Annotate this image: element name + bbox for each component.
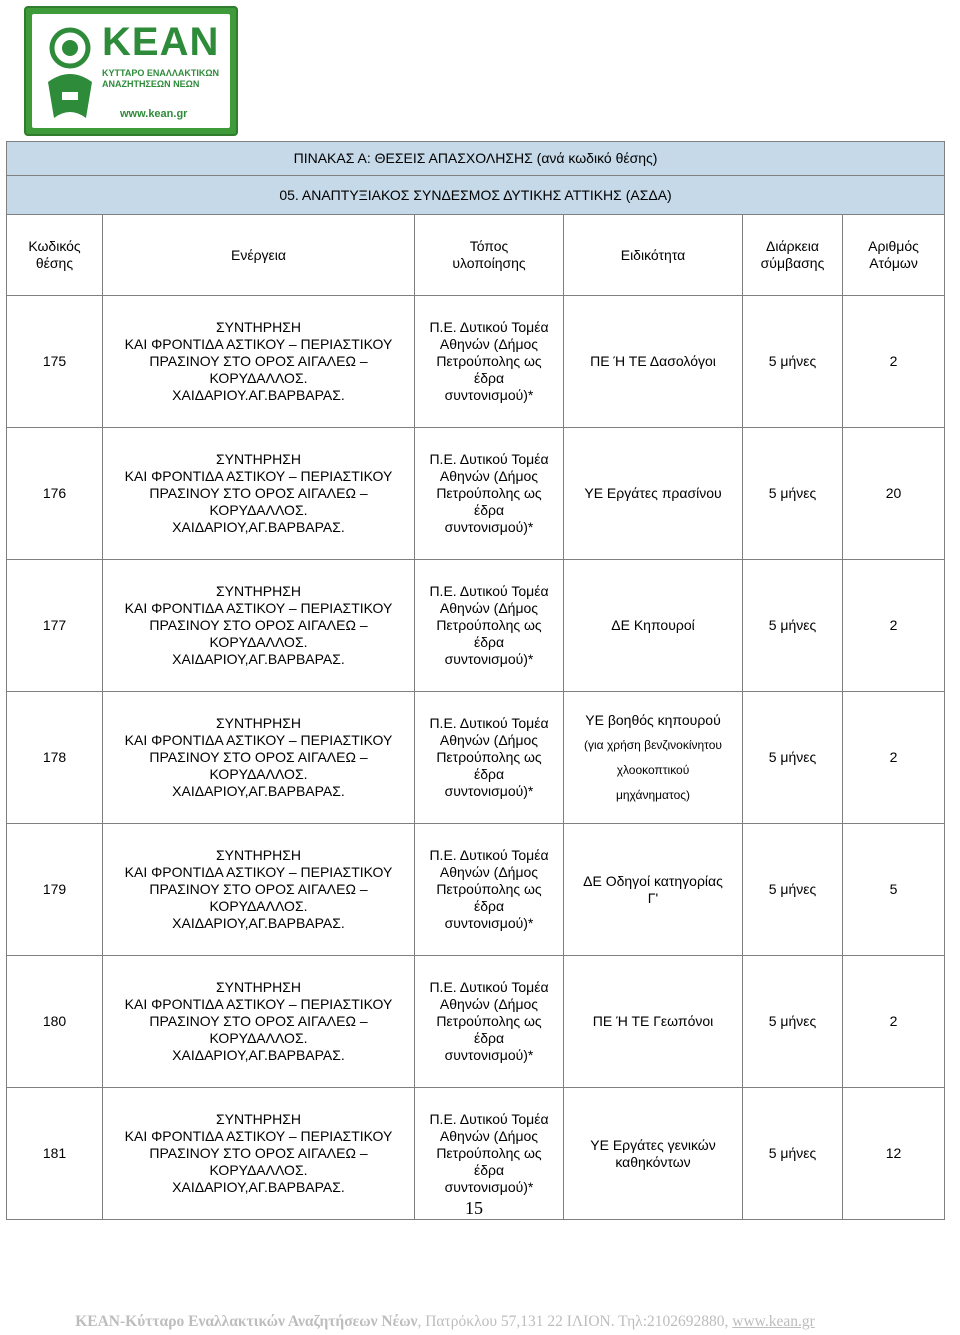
- cell-line: μηχάνηματος): [615, 788, 691, 802]
- table-title: ΠΙΝΑΚΑΣ Α: ΘΕΣΕΙΣ ΑΠΑΣΧΟΛΗΣΗΣ (ανά κωδικό θέσης): [7, 142, 945, 176]
- cell-line: ΠΕ Ή ΤΕ Δασολόγοι: [590, 353, 716, 369]
- cell-line: ΚΑΙ ΦΡΟΝΤΙΔΑ ΑΣΤΙΚΟΥ – ΠΕΡΙΑΣΤΙΚΟΥ: [124, 864, 393, 880]
- cell-line: ΠΡΑΣΙΝΟΥ ΣΤΟ ΟΡΟΣ ΑΙΓΑΛΕΩ –: [149, 617, 368, 633]
- cell-line: Πετρούπολης ως: [436, 749, 542, 765]
- cell-line: ΥΕ Εργάτες γενικών: [590, 1136, 716, 1153]
- cell-line: έδρα: [473, 1030, 505, 1046]
- cell-line: ΧΑΙΔΑΡΙΟΥ,ΑΓ.ΒΑΡΒΑΡΑΣ.: [172, 915, 345, 931]
- cell-line: ΧΑΙΔΑΡΙΟΥ,ΑΓ.ΒΑΡΒΑΡΑΣ.: [172, 651, 345, 667]
- cell-line: Π.Ε. Δυτικού Τομέα: [429, 1111, 549, 1127]
- cell-line: συντονισμού)*: [444, 915, 534, 931]
- table-row: [7, 560, 945, 692]
- cell-line: Αθηνών (Δήμος: [439, 864, 539, 880]
- header-code: Κωδικός θέσης: [7, 215, 103, 296]
- cell-line: Π.Ε. Δυτικού Τομέα: [429, 319, 549, 335]
- cell-duration: 5 μήνες: [743, 1088, 843, 1220]
- cell-code: 180: [7, 956, 103, 1088]
- cell-persons: 5: [843, 824, 945, 956]
- cell-code: 178: [7, 692, 103, 824]
- cell-persons: 2: [843, 296, 945, 428]
- cell-specialty: [564, 956, 743, 1088]
- organization-name: 05. ΑΝΑΠΤΥΞΙΑΚΟΣ ΣΥΝΔΕΣΜΟΣ ΔΥΤΙΚΗΣ ΑΤΤΙΚΗΣ (ΑΣΔΑ): [7, 176, 945, 215]
- cell-line: Π.Ε. Δυτικού Τομέα: [429, 583, 549, 599]
- cell-line: ΠΡΑΣΙΝΟΥ ΣΤΟ ΟΡΟΣ ΑΙΓΑΛΕΩ –: [149, 1145, 368, 1161]
- cell-line: χλοοκοπτικού: [616, 763, 690, 777]
- footer-link[interactable]: www.kean.gr: [732, 1313, 815, 1330]
- cell-activity: [103, 560, 415, 692]
- cell-line: ΚΟΡΥΔΑΛΛΟΣ.: [209, 370, 308, 386]
- cell-duration: 5 μήνες: [743, 296, 843, 428]
- cell-line: Πετρούπολης ως: [436, 1145, 542, 1161]
- cell-line: ΠΡΑΣΙΝΟΥ ΣΤΟ ΟΡΟΣ ΑΙΓΑΛΕΩ –: [149, 749, 368, 765]
- kean-emblem-icon: [42, 22, 98, 126]
- cell-specialty: [564, 824, 743, 956]
- cell-line: ΣΥΝΤΗΡΗΣΗ: [216, 979, 301, 995]
- header-specialty: Ειδικότητα: [564, 215, 743, 296]
- cell-line: ΧΑΙΔΑΡΙΟΥ.ΑΓ.ΒΑΡΒΑΡΑΣ.: [172, 387, 345, 403]
- kean-logo: [24, 6, 238, 136]
- cell-line: έδρα: [473, 766, 505, 782]
- cell-line: έδρα: [473, 898, 505, 914]
- cell-line: ΧΑΙΔΑΡΙΟΥ,ΑΓ.ΒΑΡΒΑΡΑΣ.: [172, 519, 345, 535]
- cell-persons: 2: [843, 692, 945, 824]
- cell-line: Αθηνών (Δήμος: [439, 468, 539, 484]
- cell-persons: 12: [843, 1088, 945, 1220]
- cell-location: [415, 428, 564, 560]
- cell-line: συντονισμού)*: [444, 1047, 534, 1063]
- table-row: [7, 956, 945, 1088]
- positions-table: [6, 141, 945, 1220]
- cell-line: συντονισμού)*: [444, 387, 534, 403]
- cell-code: 176: [7, 428, 103, 560]
- cell-duration: 5 μήνες: [743, 692, 843, 824]
- cell-persons: 20: [843, 428, 945, 560]
- logo-url: www.kean.gr: [120, 108, 188, 120]
- cell-line: ΚΟΡΥΔΑΛΛΟΣ.: [209, 1030, 308, 1046]
- cell-line: ΚΑΙ ΦΡΟΝΤΙΔΑ ΑΣΤΙΚΟΥ – ΠΕΡΙΑΣΤΙΚΟΥ: [124, 1128, 393, 1144]
- cell-line: ΧΑΙΔΑΡΙΟΥ,ΑΓ.ΒΑΡΒΑΡΑΣ.: [172, 1047, 345, 1063]
- cell-line: Πετρούπολης ως: [436, 617, 542, 633]
- cell-line: ΚΟΡΥΔΑΛΛΟΣ.: [209, 898, 308, 914]
- cell-line: Πετρούπολης ως: [436, 1013, 542, 1029]
- cell-code: 177: [7, 560, 103, 692]
- cell-line: ΚΑΙ ΦΡΟΝΤΙΔΑ ΑΣΤΙΚΟΥ – ΠΕΡΙΑΣΤΙΚΟΥ: [124, 468, 393, 484]
- cell-line: ΔΕ Κηπουροί: [611, 617, 695, 633]
- cell-activity: [103, 692, 415, 824]
- table-row: [7, 692, 945, 824]
- cell-line: ΠΕ Ή ΤΕ Γεωπόνοι: [592, 1013, 714, 1029]
- cell-code: 179: [7, 824, 103, 956]
- header-activity: Ενέργεια: [103, 215, 415, 296]
- cell-line: ΣΥΝΤΗΡΗΣΗ: [216, 583, 301, 599]
- cell-activity: [103, 824, 415, 956]
- cell-line: ΚΑΙ ΦΡΟΝΤΙΔΑ ΑΣΤΙΚΟΥ – ΠΕΡΙΑΣΤΙΚΟΥ: [124, 732, 393, 748]
- cell-line: συντονισμού)*: [444, 783, 534, 799]
- cell-line: συντονισμού)*: [444, 651, 534, 667]
- cell-line: έδρα: [473, 1162, 505, 1178]
- cell-line: ΣΥΝΤΗΡΗΣΗ: [216, 1111, 301, 1127]
- cell-persons: 2: [843, 560, 945, 692]
- cell-line: Αθηνών (Δήμος: [439, 1128, 539, 1144]
- header-persons: Αριθμός Ατόμων: [843, 215, 945, 296]
- footer-org: ΚΕΑΝ-Κύτταρο Εναλλακτικών Αναζητήσεων Νέων: [75, 1313, 418, 1330]
- cell-line: ΚΟΡΥΔΑΛΛΟΣ.: [209, 766, 308, 782]
- cell-line: ΚΟΡΥΔΑΛΛΟΣ.: [209, 502, 308, 518]
- cell-specialty: [564, 692, 743, 824]
- cell-code: 181: [7, 1088, 103, 1220]
- cell-line: (για χρήση βενζινοκίνητου: [584, 738, 722, 752]
- cell-duration: 5 μήνες: [743, 956, 843, 1088]
- cell-line: έδρα: [473, 370, 505, 386]
- cell-line: ΚΑΙ ΦΡΟΝΤΙΔΑ ΑΣΤΙΚΟΥ – ΠΕΡΙΑΣΤΙΚΟΥ: [124, 600, 393, 616]
- header-duration: Διάρκεια σύμβασης: [743, 215, 843, 296]
- logo-title: ΚΕΑΝ: [102, 20, 220, 64]
- cell-line: ΥΕ Εργάτες πρασίνου: [584, 485, 722, 501]
- footer: [0, 1313, 890, 1331]
- cell-line: ΚΑΙ ΦΡΟΝΤΙΔΑ ΑΣΤΙΚΟΥ – ΠΕΡΙΑΣΤΙΚΟΥ: [124, 996, 393, 1012]
- cell-line: ΧΑΙΔΑΡΙΟΥ,ΑΓ.ΒΑΡΒΑΡΑΣ.: [172, 1179, 345, 1195]
- cell-line: συντονισμού)*: [444, 519, 534, 535]
- cell-line: Πετρούπολης ως: [436, 353, 542, 369]
- cell-line: ΠΡΑΣΙΝΟΥ ΣΤΟ ΟΡΟΣ ΑΙΓΑΛΕΩ –: [149, 353, 368, 369]
- cell-line: ΣΥΝΤΗΡΗΣΗ: [216, 451, 301, 467]
- cell-code: 175: [7, 296, 103, 428]
- cell-activity: [103, 956, 415, 1088]
- cell-specialty: [564, 560, 743, 692]
- cell-line: ΚΟΡΥΔΑΛΛΟΣ.: [209, 1162, 308, 1178]
- cell-specialty: [564, 428, 743, 560]
- cell-line: ΥΕ βοηθός κηπουρού: [585, 712, 721, 728]
- cell-line: ΧΑΙΔΑΡΙΟΥ,ΑΓ.ΒΑΡΒΑΡΑΣ.: [172, 783, 345, 799]
- page-number: 15: [465, 1198, 483, 1218]
- cell-activity: [103, 428, 415, 560]
- cell-line: ΣΥΝΤΗΡΗΣΗ: [216, 847, 301, 863]
- cell-line: Π.Ε. Δυτικού Τομέα: [429, 451, 549, 467]
- cell-line: ΠΡΑΣΙΝΟΥ ΣΤΟ ΟΡΟΣ ΑΙΓΑΛΕΩ –: [149, 1013, 368, 1029]
- cell-line: Αθηνών (Δήμος: [439, 996, 539, 1012]
- cell-line: έδρα: [473, 502, 505, 518]
- cell-persons: 2: [843, 956, 945, 1088]
- cell-line: συντονισμού)*: [444, 1179, 534, 1195]
- cell-duration: 5 μήνες: [743, 560, 843, 692]
- organization-row: [7, 176, 945, 215]
- header-location: Τόπος υλοποίησης: [415, 215, 564, 296]
- cell-line: Πετρούπολης ως: [436, 485, 542, 501]
- cell-line: ΠΡΑΣΙΝΟΥ ΣΤΟ ΟΡΟΣ ΑΙΓΑΛΕΩ –: [149, 881, 368, 897]
- cell-duration: 5 μήνες: [743, 824, 843, 956]
- cell-line: ΠΡΑΣΙΝΟΥ ΣΤΟ ΟΡΟΣ ΑΙΓΑΛΕΩ –: [149, 485, 368, 501]
- table-row: [7, 428, 945, 560]
- cell-line: Π.Ε. Δυτικού Τομέα: [429, 847, 549, 863]
- logo-subtitle: ΚΥΤΤΑΡΟ ΕΝΑΛΛΑΚΤΙΚΩΝ ΑΝΑΖΗΤΗΣΕΩΝ ΝΕΩΝ: [102, 68, 220, 89]
- cell-line: Αθηνών (Δήμος: [439, 336, 539, 352]
- cell-line: ΣΥΝΤΗΡΗΣΗ: [216, 715, 301, 731]
- cell-line: καθηκόντων: [615, 1153, 691, 1170]
- table-title-row: [7, 142, 945, 176]
- cell-line: Αθηνών (Δήμος: [439, 732, 539, 748]
- table-row: [7, 824, 945, 956]
- table-row: [7, 296, 945, 428]
- cell-line: ΚΟΡΥΔΑΛΛΟΣ.: [209, 634, 308, 650]
- logo-frame: [32, 14, 230, 128]
- cell-line: έδρα: [473, 634, 505, 650]
- cell-location: [415, 956, 564, 1088]
- cell-location: [415, 824, 564, 956]
- cell-duration: 5 μήνες: [743, 428, 843, 560]
- cell-line: Γ': [647, 889, 659, 906]
- cell-location: [415, 692, 564, 824]
- cell-location: [415, 560, 564, 692]
- cell-line: Πετρούπολης ως: [436, 881, 542, 897]
- cell-activity: [103, 296, 415, 428]
- cell-location: [415, 296, 564, 428]
- footer-address: , Πατρόκλου 57,131 22 ΙΛΙΟΝ. Τηλ:2102692880,: [417, 1313, 733, 1330]
- cell-line: ΣΥΝΤΗΡΗΣΗ: [216, 319, 301, 335]
- cell-line: ΔΕ Οδηγοί κατηγορίας: [583, 872, 723, 889]
- cell-line: Π.Ε. Δυτικού Τομέα: [429, 979, 549, 995]
- cell-line: ΚΑΙ ΦΡΟΝΤΙΔΑ ΑΣΤΙΚΟΥ – ΠΕΡΙΑΣΤΙΚΟΥ: [124, 336, 393, 352]
- cell-line: Αθηνών (Δήμος: [439, 600, 539, 616]
- cell-line: Π.Ε. Δυτικού Τομέα: [429, 715, 549, 731]
- cell-specialty: [564, 296, 743, 428]
- header-row: [7, 215, 945, 296]
